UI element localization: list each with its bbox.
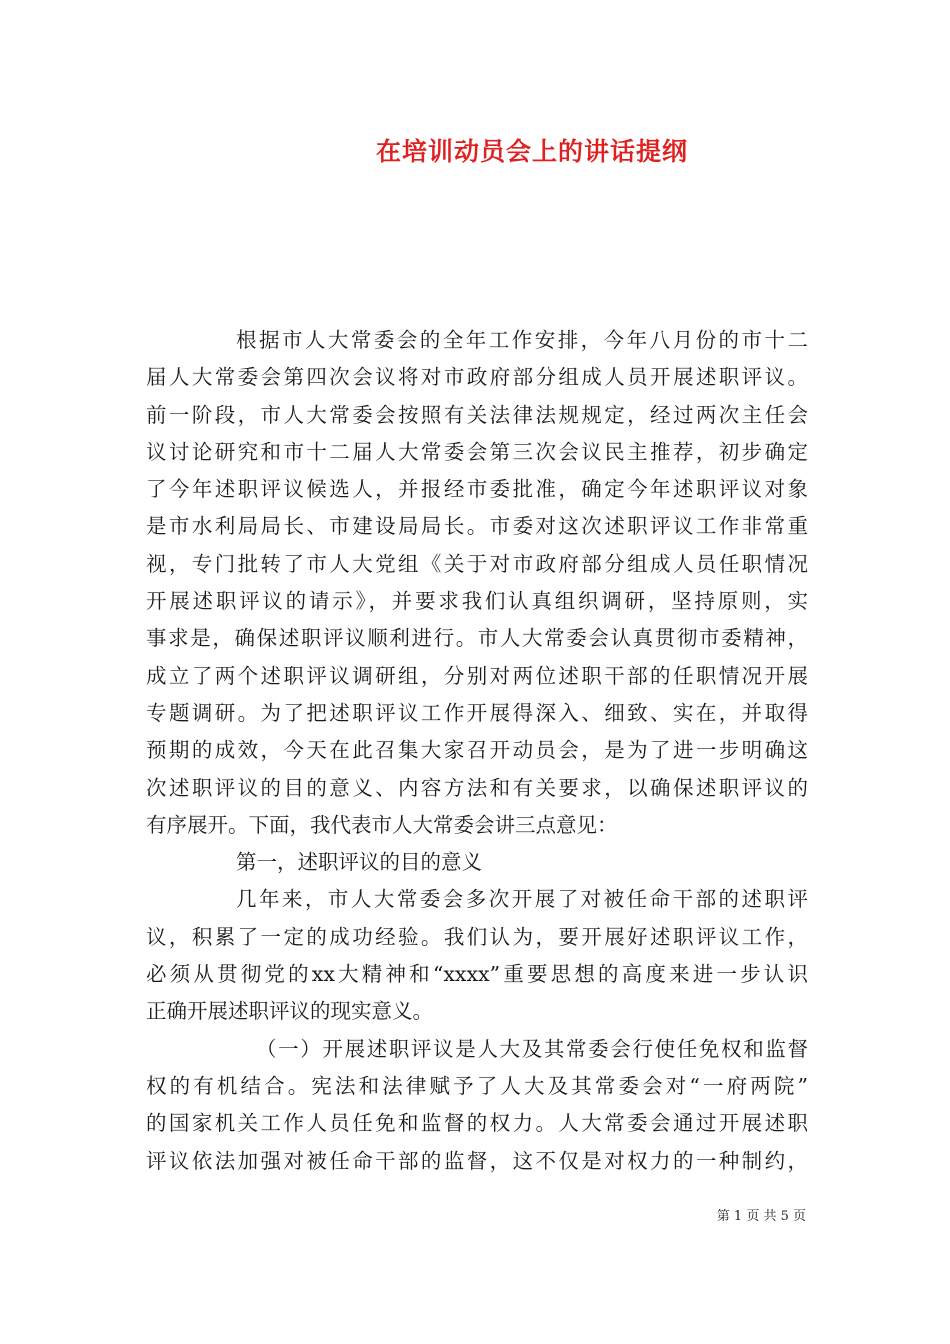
text-line: 前一阶段，市人大常委会按照有关法律法规规定，经过两次主任会 [146, 402, 808, 427]
text-line: 届人大常委会第四次会议将对市政府部分组成人员开展述职评议。 [146, 365, 808, 390]
page-number: 第 1 页 共 5 页 [716, 1209, 806, 1224]
text-line: 必须从贯彻党的xx大精神和“xxxx”重要思想的高度来进一步认识 [146, 962, 808, 987]
document-title: 在培训动员会上的讲话提纲 [375, 137, 688, 166]
text-line: 专题调研。为了把述职评议工作开展得深入、细致、实在，并取得 [146, 700, 808, 725]
text-line: 评议依法加强对被任命干部的监督，这不仅是对权力的一种制约， [146, 1148, 808, 1173]
text-line: 了今年述职评议候选人，并报经市委批准，确定今年述职评议对象 [146, 477, 808, 502]
text-line: 开展述职评议的请示》，并要求我们认真组织调研，坚持原则，实 [146, 589, 808, 614]
text-line: 第一，述职评议的目的意义 [236, 850, 482, 875]
text-line: 正确开展述职评议的现实意义。 [146, 999, 433, 1024]
text-line: 事求是，确保述职评议顺利进行。市人大常委会认真贯彻市委精神， [146, 626, 808, 651]
text-line: 有序展开。下面，我代表市人大常委会讲三点意见： [146, 812, 618, 837]
text-line: 议讨论研究和市十二届人大常委会第三次会议民主推荐，初步确定 [146, 439, 808, 464]
text-line: 议，积累了一定的成功经验。我们认为，要开展好述职评议工作， [146, 924, 808, 949]
text-line: 权的有机结合。宪法和法律赋予了人大及其常委会对“一府两院” [146, 1073, 808, 1098]
text-line: （一）开展述职评议是人大及其常委会行使任免权和监督 [256, 1036, 808, 1061]
text-line: 是市水利局局长、市建设局局长。市委对这次述职评议工作非常重 [146, 514, 808, 539]
document-body [146, 322, 808, 1180]
text-line: 次述职评议的目的意义、内容方法和有关要求，以确保述职评议的 [146, 775, 808, 800]
text-line: 根据市人大常委会的全年工作安排，今年八月份的市十二 [236, 328, 808, 352]
text-line: 预期的成效，今天在此召集大家召开动员会，是为了进一步明确这 [146, 738, 808, 763]
text-line: 成立了两个述职评议调研组，分别对两位述职干部的任职情况开展 [146, 663, 808, 688]
text-line: 视，专门批转了市人大党组《关于对市政府部分组成人员任职情况 [146, 551, 808, 576]
text-line: 的国家机关工作人员任免和监督的权力。人大常委会通过开展述职 [146, 1111, 808, 1136]
text-line: 几年来，市人大常委会多次开展了对被任命干部的述职评 [236, 887, 808, 912]
